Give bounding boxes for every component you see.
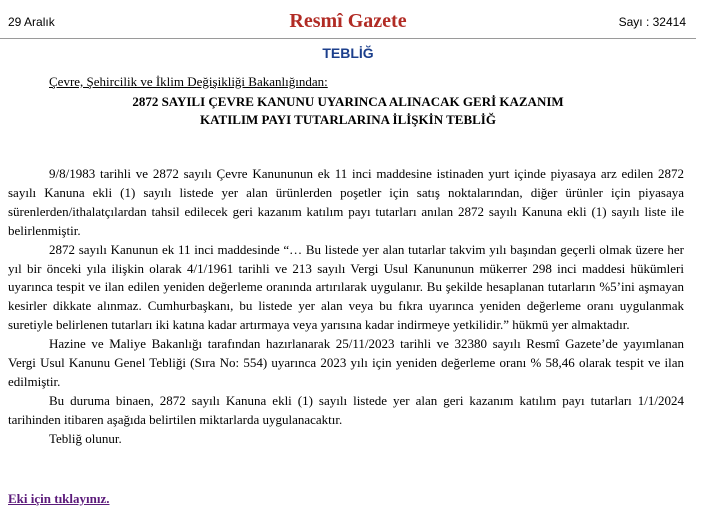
issue-number: Sayı : 32414 [618, 15, 686, 29]
document-title-line-2: KATILIM PAYI TUTARLARINA İLİŞKİN TEBLİĞ [200, 112, 496, 127]
body-paragraph-5: Tebliğ olunur. [49, 430, 122, 446]
document-body [8, 165, 684, 449]
issue-date: 29 Aralık [8, 15, 55, 29]
gazette-header [0, 8, 696, 39]
body-paragraph-4: Bu duruma binaen, 2872 sayılı Kanuna ekli (1) sayılı listede yer alan geri kazanım katılım payı tutarları 1/1/2024 tarihinden itibaren aşağıda belirtilen miktarlarda uygulanacaktır. [8, 392, 684, 427]
body-paragraph-2: 2872 sayılı Kanunun ek 11 inci maddesinde “… Bu listede yer alan tutarlar takvim yılı başından geçerli olmak üzere her yıl bir önceki yıla ilişkin olarak 4/1/1961 tarihli ve 213 sayılı Vergi Usul Kanununun mükerrer 298 inci maddesi hükümleri uyarınca tespit ve ilan edilen yeniden değerleme oranında artırılarak uygulanır. Bu şekilde hesaplanan tutarların %5’ini aşmayan kesirler dikkate alınmaz. Cumhurbaşkanı, bu listede yer alan veya bu fıkra uyarınca yeniden değerleme oranı uygulanmak suretiyle belirlenen tutarları iki katına kadar artırmaya veya yarısına kadar indirmeye yetkilidir.” hükmü yer almaktadır. [8, 241, 684, 333]
body-paragraph-1: 9/8/1983 tarihli ve 2872 sayılı Çevre Kanununun ek 11 inci maddesine istinaden yurt içinde piyasaya arz edilen 2872 sayılı Kanuna ekli (1) sayılı listede yer alan ürünlerden poşetler için satış noktalarından, diğer ürünler için piyasaya sürenlerden/ithalatçılardan tahsil edilecek geri kazanım katılım payı tutarları anılan 2872 sayılı Kanuna ekli (1) sayılı liste ile belirlenmiştir. [8, 166, 684, 238]
document-title-line-1: 2872 SAYILI ÇEVRE KANUNU UYARINCA ALINACAK GERİ KAZANIM [132, 94, 564, 109]
ministry-name: Çevre, Şehircilik ve İklim Değişikliği Bakanlığından: [49, 74, 328, 89]
body-paragraph-3: Hazine ve Maliye Bakanlığı tarafından hazırlanarak 25/11/2023 tarihli ve 32380 sayılı Resmî Gazete’de yayımlanan Vergi Usul Kanunu Genel Tebliği (Sıra No: 554) uyarınca 2023 yılı için yeniden değerleme oranı % 58,46 olarak tespit ve ilan edilmiştir. [8, 336, 684, 389]
gazette-title: Resmî Gazete [289, 10, 407, 32]
annex-link[interactable]: Eki için tıklayınız. [8, 491, 110, 506]
section-heading: TEBLİĞ [322, 45, 374, 61]
